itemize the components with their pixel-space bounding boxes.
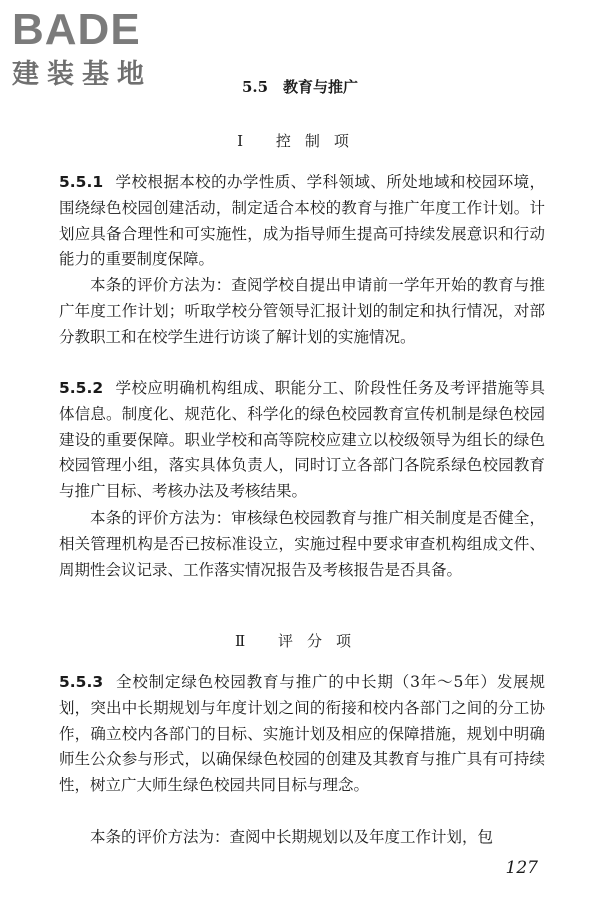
clause-number: 5.5.2 <box>59 379 104 397</box>
subsection-scoring: Ⅱ 评分项 <box>235 632 365 650</box>
evaluation-5-5-2: 本条的评价方法为：审核绿色校园教育与推广相关制度是否健全，相关管理机构是否已按标准设立，实施过程中要求审查机构组成文件、周期性会议记录、工作落实情况报告及考核报告是否具备。 <box>59 509 545 579</box>
subsection-control: Ⅰ 控制项 <box>237 132 363 150</box>
logo-text-en: BADE <box>12 5 141 54</box>
clause-text: 全校制定绿色校园教育与推广的中长期（3年～5年）发展规划，突出中长期规划与年度计划之间的衔接和校内各部门之间的分工协作，确立校内各部门的目标、实施计划及相应的保障措施，规划中明确师生公众参与形式，以确保绿色校园的创建及其教育与推广具有可持续性，树立广大师生绿色校园共同目标与理念。 <box>59 673 545 795</box>
section-title: 5.5 教育与推广 <box>241 78 359 96</box>
clause-number: 5.5.3 <box>59 673 104 691</box>
clause-text: 学校根据本校的办学性质、学科领域、所处地域和校园环境，围绕绿色校园创建活动，制定适合本校的教育与推广年度工作计划。计划应具备合理性和可实施性，成为指导师生提高可持续发展意识和行动能力的重要制度保障。 <box>59 173 545 269</box>
clause-5-5-3 <box>59 670 545 799</box>
logo-text-cn: 建装基地 <box>12 59 152 90</box>
clause-text: 学校应明确机构组成、职能分工、阶段性任务及考评措施等具体信息。制度化、规范化、科学化的绿色校园教育宣传机制是绿色校园建设的重要保障。职业学校和高等院校应建立以校级领导为组长的绿色校园管理小组，落实具体负责人，同时订立各部门各院系绿色校园教育与推广目标、考核办法及考核结果。 <box>59 379 545 501</box>
clause-5-5-2 <box>59 376 545 505</box>
evaluation-5-5-1: 本条的评价方法为：查阅学校自提出申请前一学年开始的教育与推广年度工作计划；听取学校分管领导汇报计划的制定和执行情况，对部分教职工和在校学生进行访谈了解计划的实施情况。 <box>59 276 545 346</box>
clause-number: 5.5.1 <box>59 173 104 191</box>
clause-5-5-1 <box>59 170 545 273</box>
page-number: 127 <box>505 858 538 878</box>
evaluation-5-5-3: 本条的评价方法为：查阅中长期规划以及年度工作计划，包 <box>90 828 494 846</box>
